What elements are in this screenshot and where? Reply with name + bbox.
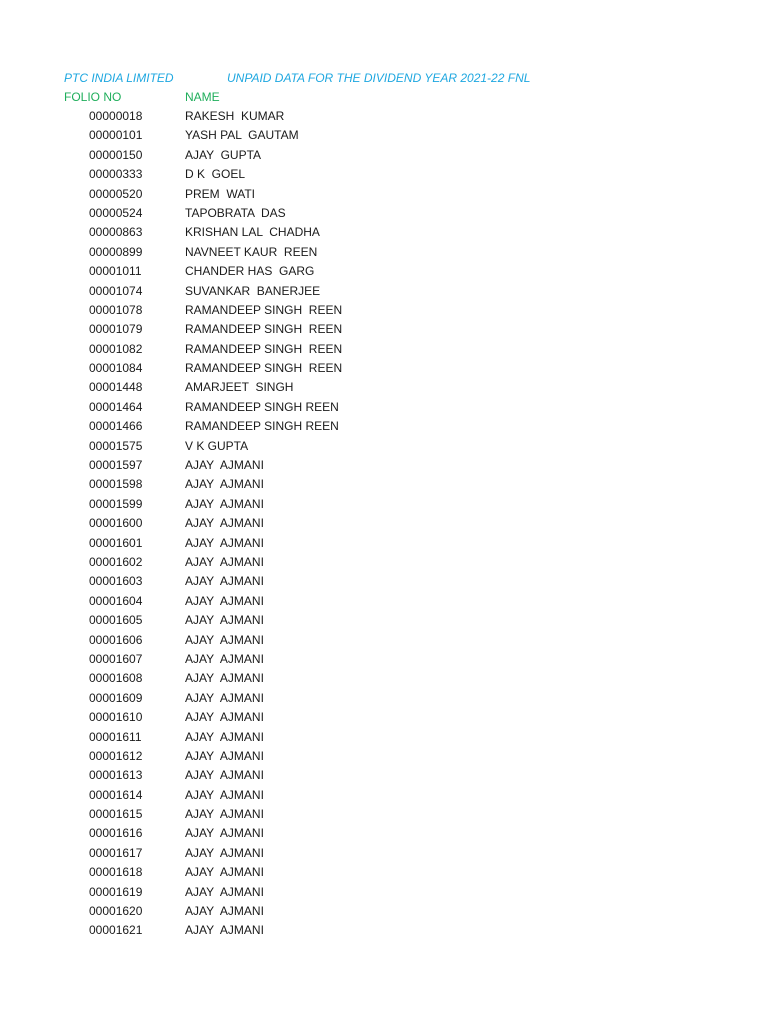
folio-number: 00001011 [89, 264, 142, 279]
folio-number: 00001464 [89, 399, 143, 414]
folio-number: 00001609 [89, 690, 143, 705]
folio-number: 00001074 [89, 283, 143, 298]
holder-name: AJAY AJMANI [185, 690, 264, 705]
folio-number: 00001619 [89, 884, 143, 899]
spreadsheet-page [0, 68, 768, 941]
holder-name: AJAY AJMANI [185, 845, 264, 860]
folio-number: 00001078 [89, 302, 143, 317]
folio-number: 00001598 [89, 477, 143, 492]
table-row [0, 417, 768, 436]
table-row [0, 126, 768, 145]
table-row [0, 650, 768, 669]
folio-number: 00001082 [89, 341, 143, 356]
holder-name: AJAY AJMANI [185, 710, 264, 725]
folio-number: 00000899 [89, 244, 143, 259]
holder-name: AJAY AJMANI [185, 535, 264, 550]
table-row [0, 437, 768, 456]
folio-number: 00001617 [89, 845, 143, 860]
folio-number: 00001618 [89, 865, 143, 880]
table-row [0, 766, 768, 785]
folio-number: 00001597 [89, 458, 143, 473]
holder-name: CHANDER HAS GARG [185, 264, 315, 279]
table-row [0, 107, 768, 126]
folio-number: 00000018 [89, 109, 143, 123]
folio-number: 00000333 [89, 167, 143, 182]
report-title: UNPAID DATA FOR THE DIVIDEND YEAR 2021-22 FNL [227, 71, 531, 85]
table-row [0, 320, 768, 339]
holder-name: AJAY AJMANI [185, 477, 264, 492]
table-row [0, 282, 768, 301]
folio-number: 00001603 [89, 574, 143, 589]
table-row [0, 592, 768, 611]
holder-name: YASH PAL GAUTAM [185, 128, 299, 143]
folio-number: 00001084 [89, 361, 143, 376]
table-row [0, 805, 768, 824]
table-row [0, 902, 768, 921]
folio-number: 00001613 [89, 768, 143, 783]
holder-name: AJAY AJMANI [185, 593, 264, 608]
folio-number: 00000524 [89, 205, 143, 220]
holder-name: AJAY AJMANI [185, 496, 264, 511]
holder-name: AJAY AJMANI [185, 458, 264, 473]
holder-name: NAVNEET KAUR REEN [185, 244, 318, 259]
folio-number: 00001620 [89, 904, 143, 919]
table-row [0, 534, 768, 553]
holder-name: AJAY AJMANI [185, 904, 264, 919]
folio-number: 00001607 [89, 651, 143, 666]
table-row [0, 631, 768, 650]
table-row [0, 611, 768, 630]
folio-number: 00001606 [89, 632, 143, 647]
folio-number: 00001575 [89, 438, 143, 453]
table-row [0, 223, 768, 242]
table-row [0, 146, 768, 165]
table-row [0, 398, 768, 417]
holder-name: AJAY AJMANI [185, 554, 264, 569]
title-row [0, 68, 768, 88]
folio-number: 00000863 [89, 225, 143, 240]
holder-name: AMARJEET SINGH [185, 380, 294, 395]
company-name: PTC INDIA LIMITED [64, 71, 174, 85]
holder-name: AJAY AJMANI [185, 865, 264, 880]
folio-number: 00001608 [89, 671, 143, 686]
holder-name: RAMANDEEP SINGH REEN [185, 341, 343, 356]
holder-name: AJAY AJMANI [185, 923, 264, 938]
table-row [0, 340, 768, 359]
folio-number: 00001612 [89, 748, 143, 763]
holder-name: AJAY AJMANI [185, 574, 264, 589]
holder-name: AJAY AJMANI [185, 807, 264, 822]
folio-number: 00001611 [89, 729, 142, 744]
table-row [0, 669, 768, 688]
holder-name: V K GUPTA [185, 438, 249, 453]
folio-number: 00001605 [89, 613, 143, 628]
holder-name: KRISHAN LAL CHADHA [185, 225, 320, 240]
holder-name: AJAY AJMANI [185, 884, 264, 899]
holder-name: AJAY AJMANI [185, 516, 264, 531]
table-row [0, 359, 768, 378]
table-row [0, 824, 768, 843]
holder-name: AJAY AJMANI [185, 632, 264, 647]
table-row [0, 572, 768, 591]
holder-name: RAMANDEEP SINGH REEN [185, 322, 343, 337]
column-header-name: NAME [185, 90, 220, 104]
folio-number: 00000520 [89, 186, 143, 201]
folio-number: 00001616 [89, 826, 143, 841]
table-row [0, 786, 768, 805]
folio-number: 00001610 [89, 710, 143, 725]
table-row [0, 378, 768, 397]
holder-name: PREM WATI [185, 186, 255, 201]
table-row [0, 243, 768, 262]
holder-name: AJAY AJMANI [185, 651, 264, 666]
column-header-row [0, 88, 768, 107]
folio-number: 00001079 [89, 322, 143, 337]
holder-name: AJAY AJMANI [185, 768, 264, 783]
table-row [0, 747, 768, 766]
holder-name: AJAY AJMANI [185, 671, 264, 686]
holder-name: RAMANDEEP SINGH REEN [185, 399, 339, 414]
folio-number: 00001600 [89, 516, 143, 531]
folio-number: 00001614 [89, 787, 143, 802]
folio-number: 00001601 [89, 535, 143, 550]
holder-name: TAPOBRATA DAS [185, 205, 286, 220]
table-row [0, 921, 768, 940]
folio-number: 00001615 [89, 807, 143, 822]
folio-number: 00001599 [89, 496, 143, 511]
holder-name: RAKESH KUMAR [185, 109, 285, 123]
table-row [0, 495, 768, 514]
holder-name: AJAY AJMANI [185, 729, 264, 744]
folio-number: 00001466 [89, 419, 143, 434]
holder-name: SUVANKAR BANERJEE [185, 283, 321, 298]
table-row [0, 728, 768, 747]
table-row [0, 475, 768, 494]
folio-number: 00001604 [89, 593, 143, 608]
folio-number: 00001602 [89, 554, 143, 569]
holder-name: RAMANDEEP SINGH REEN [185, 302, 343, 317]
holder-name: RAMANDEEP SINGH REEN [185, 361, 343, 376]
holder-name: AJAY AJMANI [185, 826, 264, 841]
holder-name: AJAY AJMANI [185, 787, 264, 802]
holder-name: AJAY GUPTA [185, 147, 262, 162]
folio-number: 00000101 [89, 128, 143, 143]
holder-name: AJAY AJMANI [185, 748, 264, 763]
unpaid-dividend-list [0, 107, 768, 941]
holder-name: D K GOEL [185, 167, 246, 182]
folio-number: 00001621 [89, 923, 143, 938]
column-header-folio: FOLIO NO [64, 90, 122, 104]
table-row [0, 456, 768, 475]
table-row [0, 204, 768, 223]
table-row [0, 863, 768, 882]
table-row [0, 883, 768, 902]
table-row [0, 708, 768, 727]
folio-number: 00000150 [89, 147, 143, 162]
table-row [0, 514, 768, 533]
table-row [0, 844, 768, 863]
folio-number: 00001448 [89, 380, 143, 395]
holder-name: AJAY AJMANI [185, 613, 264, 628]
table-row [0, 301, 768, 320]
table-row [0, 689, 768, 708]
table-row [0, 553, 768, 572]
table-row [0, 185, 768, 204]
holder-name: RAMANDEEP SINGH REEN [185, 419, 339, 434]
table-row [0, 165, 768, 184]
table-row [0, 262, 768, 281]
